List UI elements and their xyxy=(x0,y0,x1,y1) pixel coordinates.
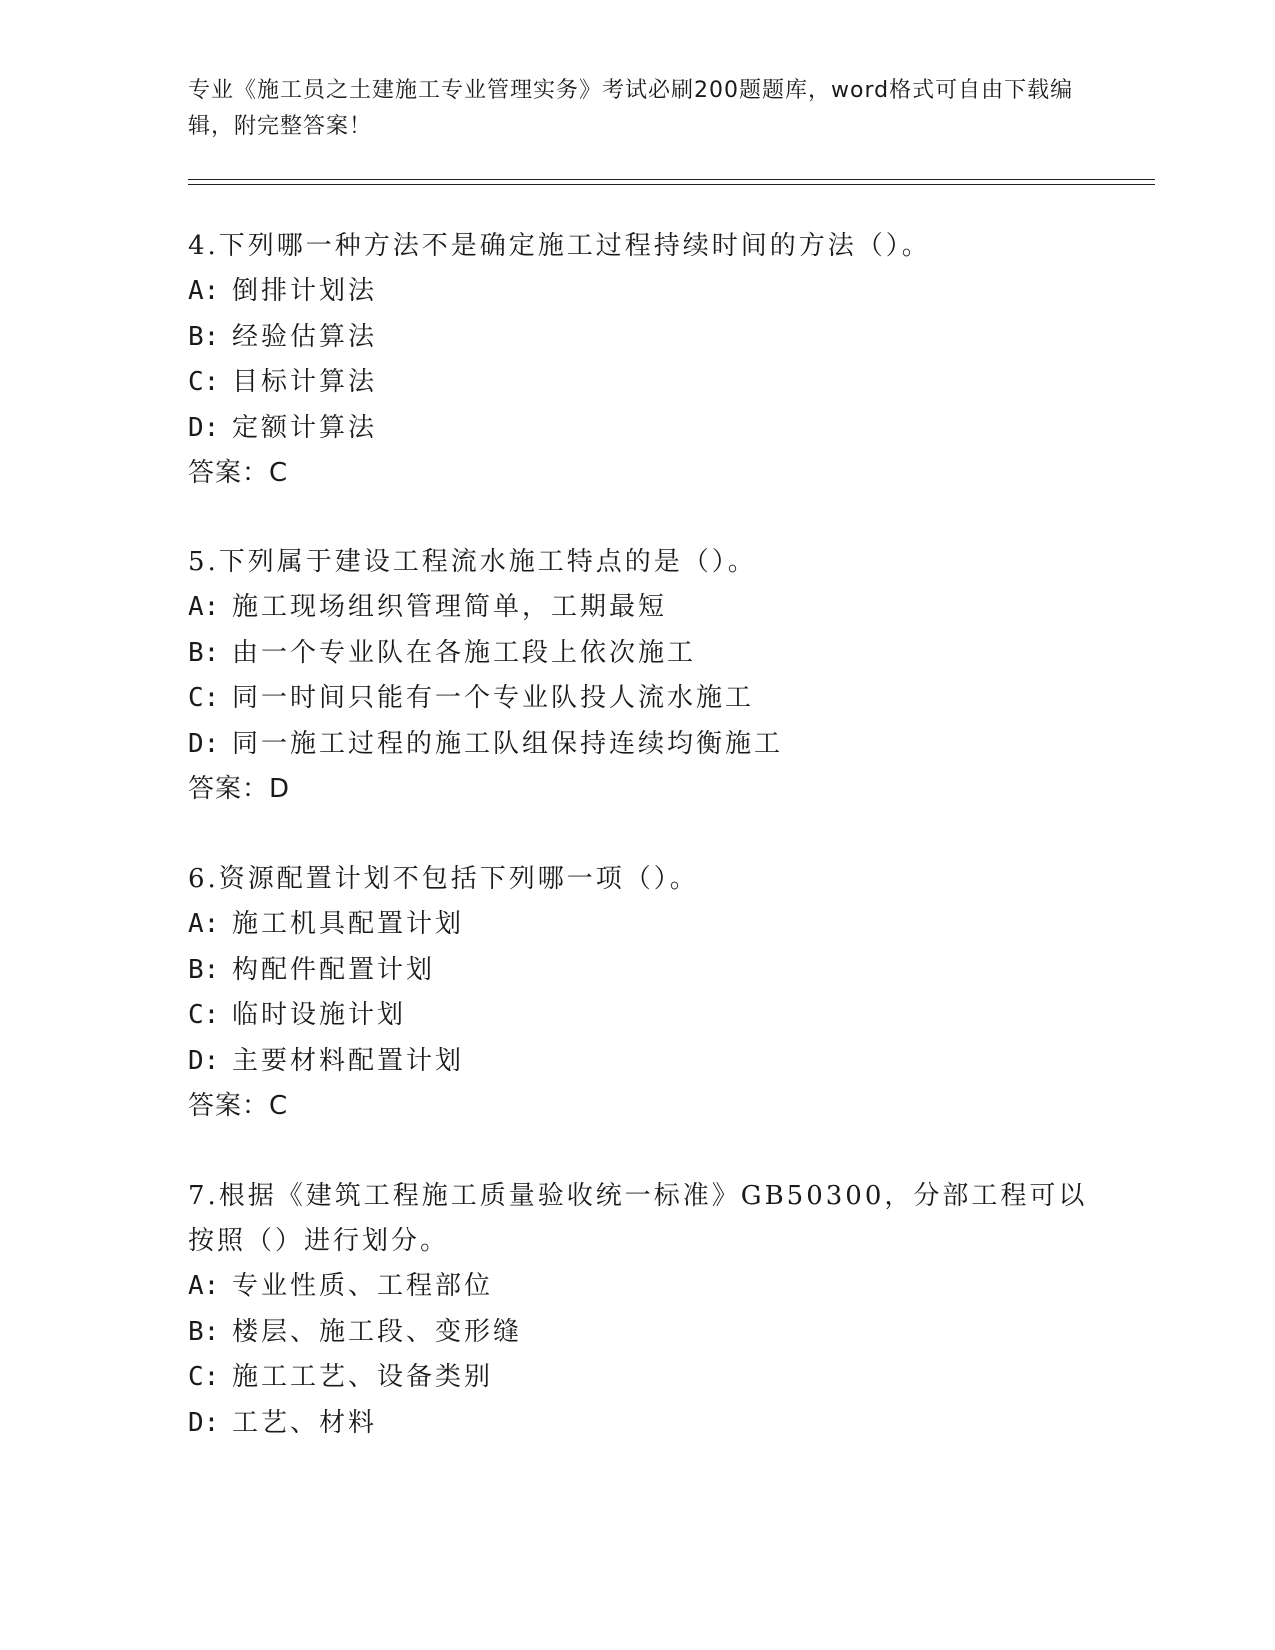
option-letter: A: xyxy=(188,276,220,306)
option-letter: B: xyxy=(188,1316,220,1347)
question-stem: 6.资源配置计划不包括下列哪一项（）。 xyxy=(188,864,699,894)
question-5 xyxy=(188,540,1088,813)
question-4 xyxy=(188,224,1088,497)
answer-line: 答案：C xyxy=(188,1091,289,1121)
option-text: 施工工艺、设备类别 xyxy=(232,1362,494,1392)
option-text: 临时设施计划 xyxy=(232,1000,407,1030)
option-text: 专业性质、工程部位 xyxy=(232,1271,494,1301)
option-letter: C: xyxy=(188,1000,220,1030)
option-d xyxy=(188,1039,1088,1085)
answer-line: 答案：D xyxy=(188,774,291,804)
option-text: 楼层、施工段、变形缝 xyxy=(232,1316,523,1347)
option-letter: D: xyxy=(188,728,220,759)
question-7 xyxy=(188,1174,1088,1446)
option-letter: B: xyxy=(188,321,220,352)
option-a xyxy=(188,585,1088,631)
option-a xyxy=(188,269,1088,315)
question-stem: 4.下列哪一种方法不是确定施工过程持续时间的方法（）。 xyxy=(188,231,931,261)
option-letter: A: xyxy=(188,1271,220,1301)
option-a xyxy=(188,902,1088,948)
option-text: 主要材料配置计划 xyxy=(232,1045,465,1076)
header-divider-bottom xyxy=(188,184,1155,185)
option-c xyxy=(188,360,1088,406)
option-d xyxy=(188,1401,1088,1447)
option-d xyxy=(188,406,1088,452)
option-letter: C: xyxy=(188,1362,220,1392)
option-text: 同一时间只能有一个专业队投人流水施工 xyxy=(232,683,755,713)
question-stem: 7.根据《建筑工程施工质量验收统一标准》GB50300，分部工程可以按照（）进行划分。 xyxy=(188,1181,1088,1256)
header-divider-top xyxy=(188,179,1155,180)
document-header: 专业《施工员之土建施工专业管理实务》考试必刷200题题库，word格式可自由下载编辑，附完整答案！ xyxy=(188,78,1074,139)
option-text: 由一个专业队在各施工段上依次施工 xyxy=(232,637,697,668)
question-stem: 5.下列属于建设工程流水施工特点的是（）。 xyxy=(188,547,757,577)
option-b xyxy=(188,315,1088,361)
option-text: 目标计算法 xyxy=(232,367,378,397)
option-c xyxy=(188,1355,1088,1401)
option-text: 施工现场组织管理简单，工期最短 xyxy=(232,592,668,622)
option-d xyxy=(188,722,1088,768)
option-letter: B: xyxy=(188,637,220,668)
question-6 xyxy=(188,857,1088,1130)
option-text: 工艺、材料 xyxy=(232,1407,378,1438)
option-letter: C: xyxy=(188,683,220,713)
option-letter: D: xyxy=(188,1407,220,1438)
option-letter: D: xyxy=(188,412,220,443)
option-text: 施工机具配置计划 xyxy=(232,909,465,939)
option-text: 经验估算法 xyxy=(232,321,378,352)
option-text: 倒排计划法 xyxy=(232,276,378,306)
option-text: 同一施工过程的施工队组保持连续均衡施工 xyxy=(232,728,784,759)
option-letter: C: xyxy=(188,367,220,397)
option-letter: B: xyxy=(188,954,220,985)
option-letter: A: xyxy=(188,909,220,939)
option-a xyxy=(188,1264,1088,1310)
option-b xyxy=(188,948,1088,994)
option-letter: A: xyxy=(188,592,220,622)
answer-line: 答案：C xyxy=(188,458,289,488)
option-c xyxy=(188,993,1088,1039)
option-letter: D: xyxy=(188,1045,220,1076)
option-c xyxy=(188,676,1088,722)
option-b xyxy=(188,631,1088,677)
option-text: 定额计算法 xyxy=(232,412,378,443)
option-text: 构配件配置计划 xyxy=(232,954,436,985)
option-b xyxy=(188,1310,1088,1356)
